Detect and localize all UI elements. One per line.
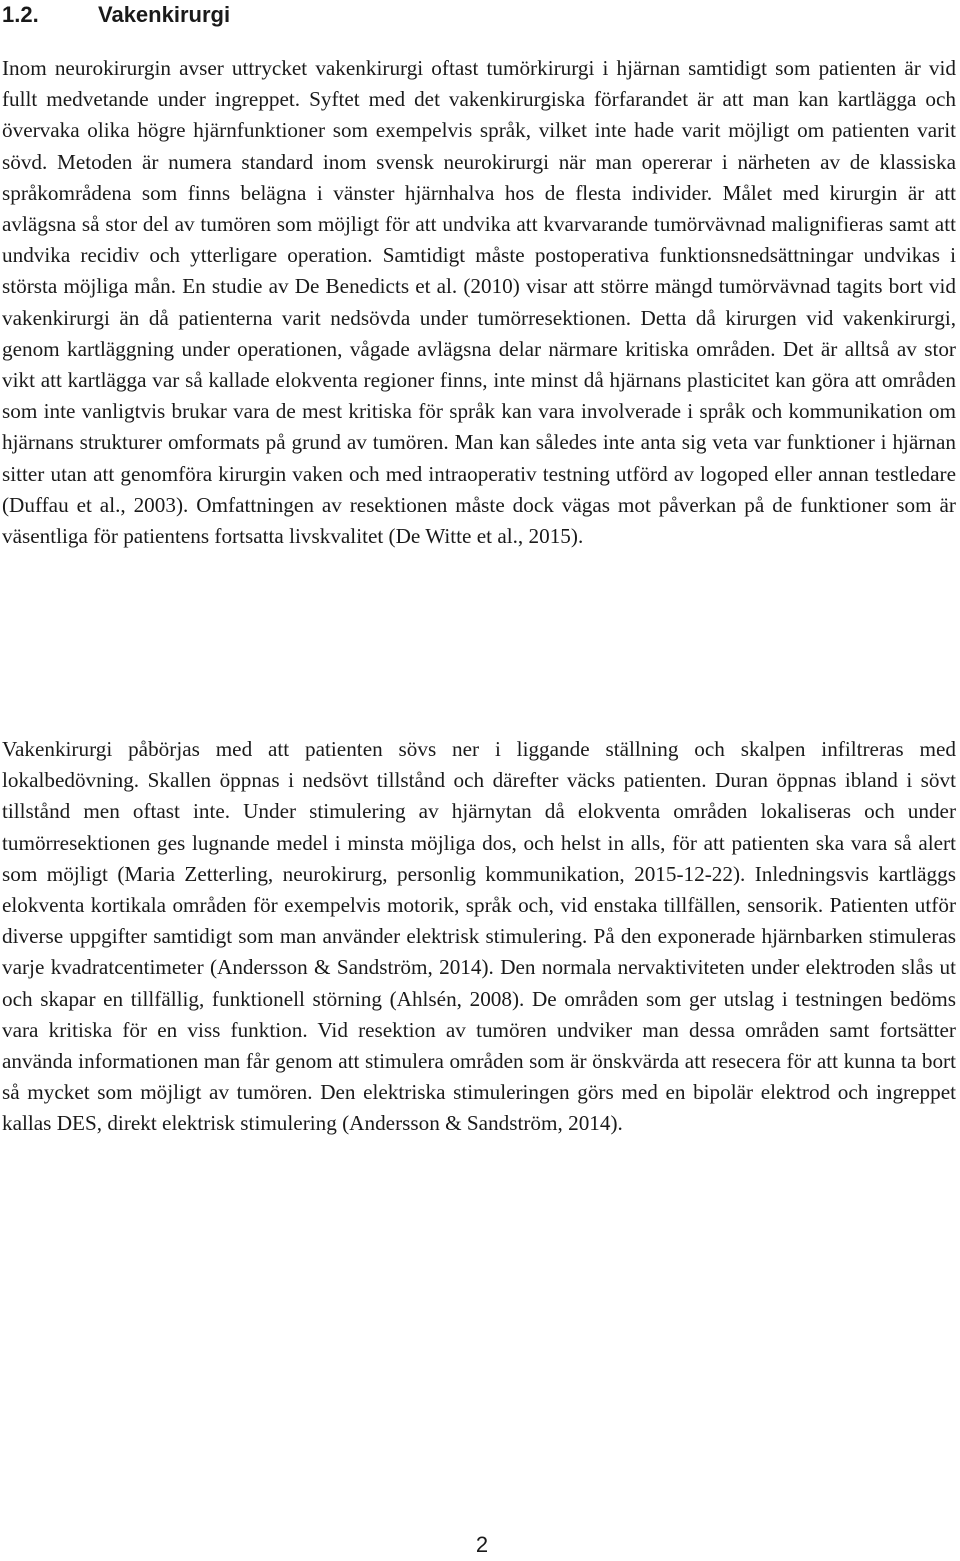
paragraph-2: Vakenkirurgi påbörjas med att patienten sövs ner i liggande ställning och skalpen infiltreras med lokalbedövning. Skallen öppnas i nedsövt tillstånd och därefter väcks patienten. Duran öppnas ibland i sövt tillstånd men oftast inte. Under stimulering av hjärnytan då elokventa områden lokaliseras och under tumörresektionen ges lugnande medel i minsta möjliga dos, och helst in alls, för att patienten ska vara så alert som möjligt (Maria Zetterling, neurokirurg, personlig kommunikation, 2015-12-22). Inledningsvis kartläggs elokventa kortikala områden för exempelvis motorik, språk och, vid enstaka tillfällen, sensorik. Patienten utför diverse uppgifter samtidigt som man använder elektrisk stimulering. På den exponerade hjärnbarken stimuleras varje kvadratcentimeter (Andersson & Sandström, 2014). Den normala nervaktiviteten under elektroden slås ut och skapar en tillfällig, funktionell störning (Ahlsén, 2008). De områden som ger utslag i testningen bedöms vara kritiska för en viss funktion. Vid resektion av tumören undviker man dessa områden samt fortsätter använda informationen man får genom att stimulera områden som är önskvärda att resecera för att kunna ta bort så mycket som möjligt av tumören. Den elektriska stimuleringen görs med en bipolär elektrod och ingreppet kallas DES, direkt elektrisk stimulering (Andersson & Sandström, 2014). — [2, 737, 956, 1136]
section-title: Vakenkirurgi — [98, 2, 231, 27]
section-number: 1.2. — [2, 2, 39, 27]
page-number — [0, 1532, 960, 1558]
page-number-text: 2 — [475, 1532, 489, 1557]
paragraph-1: Inom neurokirurgin avser uttrycket vakenkirurgi oftast tumörkirurgi i hjärnan samtidigt som patienten är vid fullt medvetande under ingreppet. Syftet med det vakenkirurgiska förfarandet är att man kan kartlägga och övervaka olika högre hjärnfunktioner som exempelvis språk, vilket inte hade varit möjligt om patienten varit sövd. Metoden är numera standard inom svensk neurokirurgi när man opererar i närheten av de klassiska språkområdena som finns belägna i vänster hjärnhalva hos de flesta individer. Målet med kirurgin är att avlägsna så stor del av tumören som möjligt för att undvika att kvarvarande tumörvävnad malignifieras samt att undvika recidiv och ytterligare operation. Samtidigt måste postoperativa funktionsnedsättningar undvikas i största möjliga mån. En studie av De Benedicts et al. (2010) visar att större mängd tumörvävnad tagits bort vid vakenkirurgi än då patienterna varit nedsövda under tumörresektionen. Detta då kirurgen vid vakenkirurgi, genom kartläggning under operationen, vågade avlägsna delar närmare kritiska områden. Det är alltså av stor vikt att kartlägga var så kallade elokventa regioner finns, inte minst då hjärnans plasticitet kan göra att områden som inte vanligtvis brukar vara de mest kritiska för språk kan vara involverade i språk och kommunikation om hjärnans strukturer omformats på grund av tumören. Man kan således inte anta sig veta var funktioner i hjärnan sitter utan att genomföra kirurgin vaken och med intraoperativ testning utförd av logoped eller annan testledare (Duffau et al., 2003). Omfattningen av resektionen måste dock vägas mot påverkan på de funktioner som är väsentliga för patientens fortsatta livskvalitet (De Witte et al., 2015). — [2, 56, 956, 549]
section-heading — [2, 2, 230, 28]
